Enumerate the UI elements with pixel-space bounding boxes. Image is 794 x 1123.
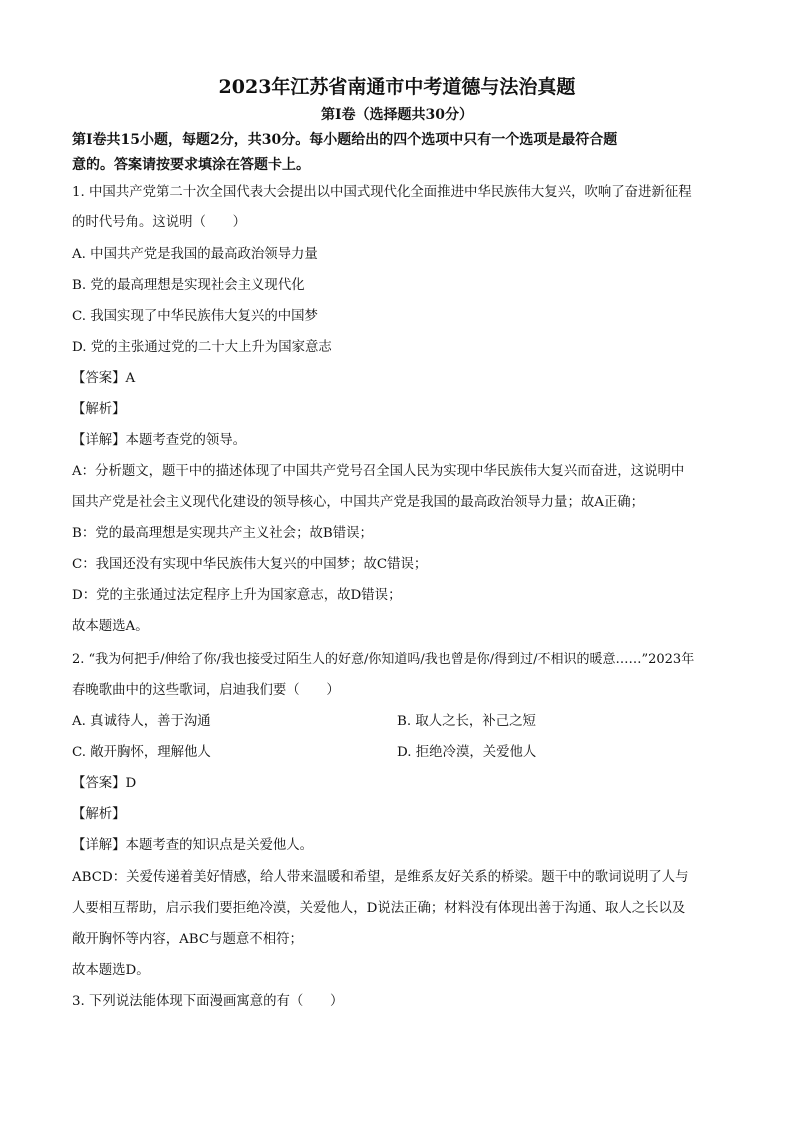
question-3-stem: 3. 下列说法能体现下面漫画寓意的有（ ）: [72, 994, 344, 1009]
question-2-option-b: B. 取人之长，补己之短: [397, 714, 536, 729]
question-1-explanation: B：党的最高理想是实现共产主义社会；故B错误；: [72, 526, 373, 541]
question-2-explanation: 人要相互帮助，启示我们要拒绝冷漠，关爱他人，D说法正确；材料没有体现出善于沟通、取人之长以及: [72, 901, 686, 916]
question-2-explanation: ABCD：关爱传递着美好情感，给人带来温暖和希望，是维系友好关系的桥梁。题干中的歌词说明了人与: [72, 870, 689, 885]
question-2-option-a: A. 真诚待人，善于沟通: [72, 714, 211, 729]
question-1-option-d: D. 党的主张通过党的二十大上升为国家意志: [72, 340, 332, 355]
question-1-explanation: 国共产党是社会主义现代化建设的领导核心，中国共产党是我国的最高政治领导力量；故A正确；: [72, 495, 645, 510]
question-2-option-c: C. 敞开胸怀，理解他人: [72, 745, 211, 760]
question-2-stem: 春晚歌曲中的这些歌词，启迪我们要（ ）: [72, 683, 340, 698]
question-2-stem: 2. “我为何把手/伸给了你/我也接受过陌生人的好意/你知道吗/我也曾是你/得到过/不相识的暖意……”2023年: [72, 652, 695, 667]
question-1-explanation: A：分析题文，题干中的描述体现了中国共产党号召全国人民为实现中华民族伟大复兴而奋进，这说明中: [72, 464, 685, 479]
question-1-explanation: C：我国还没有实现中华民族伟大复兴的中国梦；故C错误；: [72, 557, 428, 572]
instructions-line: 第Ⅰ卷共15小题，每题2分，共30分。每小题给出的四个选项中只有一个选项是最符合题: [72, 132, 618, 148]
question-2-explanation: 敞开胸怀等内容，ABC与题意不相符；: [72, 932, 303, 947]
question-1-stem: 1. 中国共产党第二十次全国代表大会提出以中国式现代化全面推进中华民族伟大复兴，吹响了奋进新征程: [72, 185, 692, 200]
question-1-detail: 【详解】本题考查党的领导。: [72, 433, 247, 448]
question-2-analysis-label: 【解析】: [72, 807, 126, 822]
instructions-line: 意的。答案请按要求填涂在答题卡上。: [72, 157, 310, 173]
question-2-conclusion: 故本题选D。: [72, 963, 150, 978]
question-1-explanation: D：党的主张通过法定程序上升为国家意志，故D错误；: [72, 588, 402, 603]
question-1-option-b: B. 党的最高理想是实现社会主义现代化: [72, 278, 305, 293]
question-1-stem: 的时代号角。这说明（ ）: [72, 215, 247, 230]
question-1-answer: 【答案】A: [72, 371, 136, 386]
question-2-option-d: D. 拒绝冷漠，关爱他人: [397, 745, 537, 760]
question-2-answer: 【答案】D: [72, 776, 137, 791]
question-1-analysis-label: 【解析】: [72, 402, 126, 417]
question-1-option-c: C. 我国实现了中华民族伟大复兴的中国梦: [72, 309, 318, 324]
section-title: 第Ⅰ卷（选择题共30分）: [320, 107, 474, 123]
question-2-detail: 【详解】本题考查的知识点是关爱他人。: [72, 838, 314, 853]
page-title: 2023年江苏省南通市中考道德与法治真题: [218, 76, 576, 98]
question-1-conclusion: 故本题选A。: [72, 619, 149, 634]
question-1-option-a: A. 中国共产党是我国的最高政治领导力量: [72, 247, 318, 262]
